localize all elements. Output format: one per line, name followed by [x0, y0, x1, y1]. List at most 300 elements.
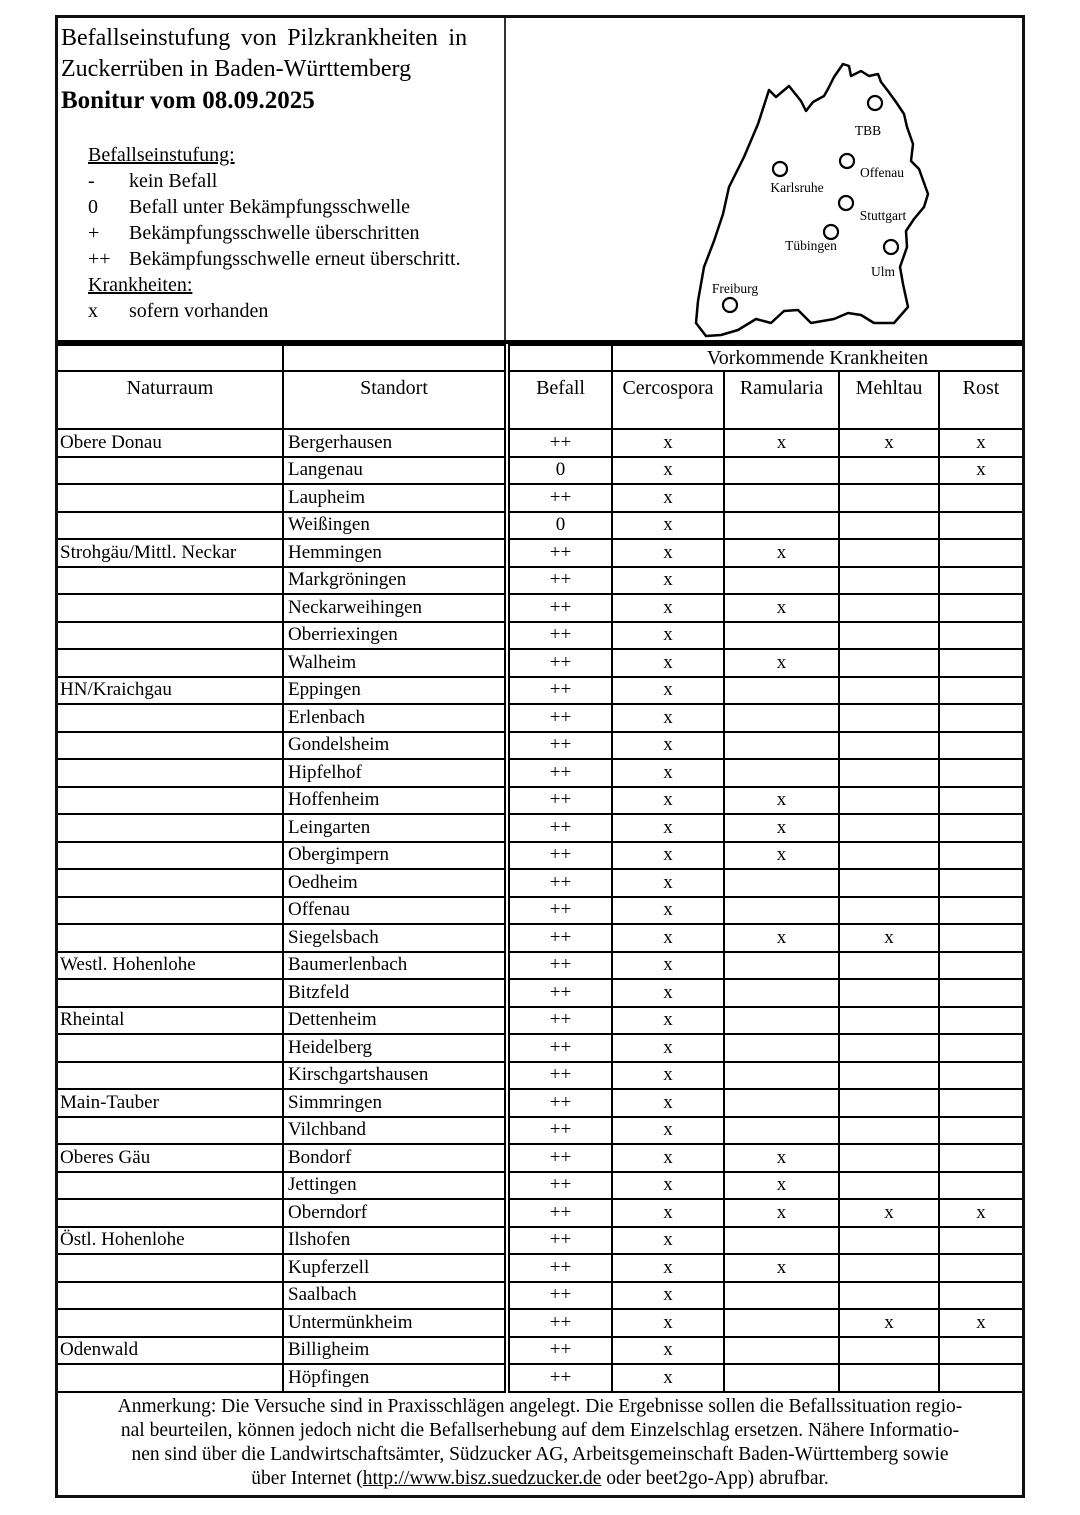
city-label-ulm: Ulm [870, 264, 896, 279]
befall-cell: ++ [507, 1227, 612, 1255]
naturraum-cell [58, 594, 283, 622]
ramularia-cell [724, 567, 839, 595]
naturraum-cell [58, 484, 283, 512]
ramularia-cell: x [724, 814, 839, 842]
naturraum-cell [58, 897, 283, 925]
table-row [58, 1282, 1022, 1310]
befall-cell: ++ [507, 952, 612, 980]
standort-cell: Eppingen [283, 677, 507, 705]
standort-cell: Bondorf [283, 1144, 507, 1172]
page-title-line-1: Befallseinstufung von Pilzkrankheiten in [61, 25, 468, 51]
befall-cell: 0 [507, 457, 612, 485]
table-row [58, 759, 1022, 787]
standort-cell: Oedheim [283, 869, 507, 897]
table-row [58, 429, 1022, 457]
table-row [58, 1337, 1022, 1365]
rost-cell [939, 1034, 1022, 1062]
mehltau-cell [839, 1282, 939, 1310]
ramularia-cell [724, 1034, 839, 1062]
rost-cell [939, 952, 1022, 980]
ramularia-cell [724, 732, 839, 760]
standort-cell: Hemmingen [283, 539, 507, 567]
naturraum-cell [58, 1172, 283, 1200]
legend-heading-krankheiten: Krankheiten: [88, 274, 193, 296]
naturraum-cell [58, 924, 283, 952]
ramularia-cell [724, 704, 839, 732]
cercospora-cell: x [612, 814, 724, 842]
standort-cell: Oberndorf [283, 1199, 507, 1227]
ramularia-cell [724, 1309, 839, 1337]
naturraum-cell [58, 649, 283, 677]
legend-item [88, 298, 504, 324]
cercospora-cell: x [612, 1034, 724, 1062]
legend-item-symbol: - [88, 170, 95, 192]
standort-cell: Dettenheim [283, 1007, 507, 1035]
rost-cell [939, 704, 1022, 732]
suedzucker-link[interactable]: http://www.bisz.suedzucker.de [362, 1467, 602, 1489]
table-row [58, 677, 1022, 705]
cercospora-cell: x [612, 622, 724, 650]
col-header-naturraum: Naturraum [58, 371, 283, 429]
footnote [58, 1393, 1022, 1495]
table-row [58, 924, 1022, 952]
befall-cell: ++ [507, 1034, 612, 1062]
cercospora-cell: x [612, 1144, 724, 1172]
befall-cell: ++ [507, 1117, 612, 1145]
rost-cell [939, 869, 1022, 897]
naturraum-cell [58, 869, 283, 897]
rost-cell [939, 924, 1022, 952]
naturraum-cell [58, 457, 283, 485]
table-row [58, 787, 1022, 815]
ramularia-cell [724, 1089, 839, 1117]
legend-item [88, 220, 504, 246]
standort-cell: Leingarten [283, 814, 507, 842]
mehltau-cell [839, 979, 939, 1007]
naturraum-cell: Östl. Hohenlohe [58, 1227, 283, 1255]
befall-cell: ++ [507, 842, 612, 870]
befall-cell: ++ [507, 594, 612, 622]
table-row [58, 1007, 1022, 1035]
diseases-group-header: Vorkommende Krankheiten [612, 345, 1022, 371]
map-panel [506, 18, 1022, 340]
cercospora-cell: x [612, 677, 724, 705]
col-header-standort: Standort [283, 371, 507, 429]
standort-cell: Bitzfeld [283, 979, 507, 1007]
standort-cell: Gondelsheim [283, 732, 507, 760]
mehltau-cell [839, 567, 939, 595]
col-header-cercospora: Cercospora [612, 371, 724, 429]
rost-cell [939, 677, 1022, 705]
city-dot-freiburg [723, 298, 737, 312]
table-row [58, 649, 1022, 677]
rost-cell [939, 567, 1022, 595]
rost-cell [939, 649, 1022, 677]
befall-cell: ++ [507, 1309, 612, 1337]
mehltau-cell [839, 1254, 939, 1282]
mehltau-cell: x [839, 1199, 939, 1227]
legend-item-symbol: x [88, 300, 98, 322]
col-header-ramularia: Ramularia [724, 371, 839, 429]
standort-cell: Ilshofen [283, 1227, 507, 1255]
standort-cell: Obergimpern [283, 842, 507, 870]
legend [88, 142, 504, 324]
table-row [58, 1034, 1022, 1062]
note-line-4 [64, 1467, 1016, 1491]
table-row [58, 539, 1022, 567]
mehltau-cell [839, 1007, 939, 1035]
mehltau-cell [839, 677, 939, 705]
mehltau-cell [839, 1062, 939, 1090]
table-row [58, 457, 1022, 485]
rost-cell [939, 1364, 1022, 1392]
ramularia-cell [724, 979, 839, 1007]
legend-item-symbol: ++ [88, 248, 111, 270]
cercospora-cell: x [612, 1282, 724, 1310]
page-title-line-2: Zuckerrüben in Baden-Württemberg [61, 56, 412, 82]
standort-cell: Langenau [283, 457, 507, 485]
naturraum-cell [58, 732, 283, 760]
standort-cell: Heidelberg [283, 1034, 507, 1062]
city-dot-ulm [884, 240, 898, 254]
cercospora-cell: x [612, 979, 724, 1007]
mehltau-cell [839, 1144, 939, 1172]
befall-cell: ++ [507, 429, 612, 457]
table-body [58, 429, 1022, 1392]
cercospora-cell: x [612, 704, 724, 732]
cercospora-cell: x [612, 1254, 724, 1282]
naturraum-cell [58, 1364, 283, 1392]
cercospora-cell: x [612, 732, 724, 760]
rost-cell [939, 1144, 1022, 1172]
note-line-1: Anmerkung: Die Versuche sind in Praxisschlägen angelegt. Die Ergebnisse sollen die Befallssituation regio- [117, 1395, 963, 1417]
rost-cell [939, 842, 1022, 870]
cercospora-cell: x [612, 759, 724, 787]
col-header-rost: Rost [939, 371, 1022, 429]
table-row [58, 842, 1022, 870]
befall-cell: ++ [507, 484, 612, 512]
table-row [58, 1364, 1022, 1392]
naturraum-cell [58, 1062, 283, 1090]
rost-cell: x [939, 1199, 1022, 1227]
note-line-2: nal beurteilen, können jedoch nicht die Befallserhebung auf dem Einzelschlag ersetzen. Nähere Informatio- [120, 1419, 960, 1441]
befall-cell: ++ [507, 897, 612, 925]
rost-cell [939, 1089, 1022, 1117]
cercospora-cell: x [612, 1337, 724, 1365]
ramularia-cell [724, 1282, 839, 1310]
befall-cell: ++ [507, 1337, 612, 1365]
table-row [58, 512, 1022, 540]
ramularia-cell [724, 897, 839, 925]
mehltau-cell [839, 787, 939, 815]
cercospora-cell: x [612, 484, 724, 512]
standort-cell: Bergerhausen [283, 429, 507, 457]
cercospora-cell: x [612, 1309, 724, 1337]
mehltau-cell [839, 457, 939, 485]
mehltau-cell [839, 484, 939, 512]
ramularia-cell [724, 952, 839, 980]
standort-cell: Jettingen [283, 1172, 507, 1200]
city-dot-karlsruhe [773, 162, 787, 176]
legend-krankheiten-items [88, 298, 504, 324]
standort-cell: Markgröningen [283, 567, 507, 595]
naturraum-cell [58, 704, 283, 732]
ramularia-cell: x [724, 594, 839, 622]
ramularia-cell [724, 1364, 839, 1392]
rost-cell [939, 622, 1022, 650]
ramularia-cell [724, 484, 839, 512]
legend-item [88, 168, 504, 194]
naturraum-cell [58, 759, 283, 787]
mehltau-cell [839, 952, 939, 980]
naturraum-cell [58, 1034, 283, 1062]
standort-cell: Laupheim [283, 484, 507, 512]
naturraum-cell: HN/Kraichgau [58, 677, 283, 705]
table-row [58, 869, 1022, 897]
rost-cell [939, 1062, 1022, 1090]
befall-cell: ++ [507, 1144, 612, 1172]
mehltau-cell [839, 622, 939, 650]
standort-cell: Hipfelhof [283, 759, 507, 787]
cercospora-cell: x [612, 457, 724, 485]
mehltau-cell [839, 1172, 939, 1200]
ramularia-cell: x [724, 1199, 839, 1227]
table-row [58, 704, 1022, 732]
note-line-4-prefix: über Internet ( [251, 1467, 363, 1489]
table-row [58, 897, 1022, 925]
ramularia-cell [724, 759, 839, 787]
befall-cell: ++ [507, 1062, 612, 1090]
cercospora-cell: x [612, 952, 724, 980]
cercospora-cell: x [612, 1062, 724, 1090]
legend-befall-items [88, 168, 504, 272]
cercospora-cell: x [612, 1172, 724, 1200]
mehltau-cell [839, 814, 939, 842]
table-row [58, 594, 1022, 622]
naturraum-cell [58, 1117, 283, 1145]
document-frame [55, 15, 1025, 1498]
mehltau-cell [839, 594, 939, 622]
rost-cell [939, 732, 1022, 760]
table-row [58, 1254, 1022, 1282]
naturraum-cell [58, 979, 283, 1007]
table-row [58, 1089, 1022, 1117]
page-title-date: Bonitur vom 08.09.2025 [61, 87, 315, 114]
standort-cell: Neckarweihingen [283, 594, 507, 622]
rost-cell [939, 787, 1022, 815]
table-row [58, 1199, 1022, 1227]
col-header-mehltau: Mehltau [839, 371, 939, 429]
standort-cell: Erlenbach [283, 704, 507, 732]
standort-cell: Saalbach [283, 1282, 507, 1310]
mehltau-cell [839, 512, 939, 540]
standort-cell: Oberriexingen [283, 622, 507, 650]
mehltau-cell [839, 704, 939, 732]
befall-cell: ++ [507, 814, 612, 842]
rost-cell: x [939, 429, 1022, 457]
empty-header-cell [283, 345, 507, 371]
note-line-3: nen sind über die Landwirtschaftsämter, Südzucker AG, Arbeitsgemeinschaft Baden-Württemberg sowie [131, 1443, 949, 1465]
naturraum-cell: Odenwald [58, 1337, 283, 1365]
cercospora-cell: x [612, 1227, 724, 1255]
befall-cell: ++ [507, 704, 612, 732]
city-dot-tbb [868, 96, 882, 110]
legend-item-label: Befall unter Bekämpfungsschwelle [129, 196, 411, 218]
naturraum-cell: Rheintal [58, 1007, 283, 1035]
standort-cell: Offenau [283, 897, 507, 925]
naturraum-cell: Obere Donau [58, 429, 283, 457]
cercospora-cell: x [612, 649, 724, 677]
mehltau-cell [839, 759, 939, 787]
rost-cell [939, 1172, 1022, 1200]
standort-cell: Vilchband [283, 1117, 507, 1145]
table-row [58, 979, 1022, 1007]
befall-cell: 0 [507, 512, 612, 540]
table-row [58, 1227, 1022, 1255]
naturraum-cell [58, 1199, 283, 1227]
legend-item [88, 194, 504, 220]
befall-cell: ++ [507, 539, 612, 567]
cercospora-cell: x [612, 1199, 724, 1227]
table-row [58, 1144, 1022, 1172]
naturraum-cell [58, 1309, 283, 1337]
ramularia-cell [724, 512, 839, 540]
cercospora-cell: x [612, 594, 724, 622]
standort-cell: Kupferzell [283, 1254, 507, 1282]
standort-cell: Hoffenheim [283, 787, 507, 815]
standort-cell: Siegelsbach [283, 924, 507, 952]
cercospora-cell: x [612, 429, 724, 457]
mehltau-cell [839, 1227, 939, 1255]
befall-cell: ++ [507, 759, 612, 787]
befall-cell: ++ [507, 567, 612, 595]
naturraum-cell [58, 512, 283, 540]
report-table [58, 344, 1022, 1393]
rost-cell [939, 594, 1022, 622]
cercospora-cell: x [612, 539, 724, 567]
legend-item-label: Bekämpfungsschwelle überschritten [129, 222, 420, 244]
naturraum-cell [58, 622, 283, 650]
ramularia-cell: x [724, 429, 839, 457]
mehltau-cell [839, 1117, 939, 1145]
standort-cell: Baumerlenbach [283, 952, 507, 980]
legend-item [88, 246, 504, 272]
table-row [58, 814, 1022, 842]
table-row [58, 1117, 1022, 1145]
legend-item-label: Bekämpfungsschwelle erneut überschritt. [129, 248, 461, 270]
ramularia-cell: x [724, 1144, 839, 1172]
befall-cell: ++ [507, 1172, 612, 1200]
rost-cell [939, 979, 1022, 1007]
rost-cell [939, 1282, 1022, 1310]
cercospora-cell: x [612, 512, 724, 540]
mehltau-cell [839, 842, 939, 870]
rost-cell: x [939, 1309, 1022, 1337]
city-dot-stuttgart [839, 196, 853, 210]
naturraum-cell [58, 1254, 283, 1282]
ramularia-cell [724, 1062, 839, 1090]
cercospora-cell: x [612, 567, 724, 595]
naturraum-cell [58, 1282, 283, 1310]
befall-cell: ++ [507, 677, 612, 705]
cercospora-cell: x [612, 924, 724, 952]
naturraum-cell: Main-Tauber [58, 1089, 283, 1117]
col-header-befall: Befall [507, 371, 612, 429]
mehltau-cell: x [839, 1309, 939, 1337]
table-row [58, 1309, 1022, 1337]
mehltau-cell: x [839, 924, 939, 952]
befall-cell: ++ [507, 979, 612, 1007]
cercospora-cell: x [612, 1364, 724, 1392]
standort-cell: Höpfingen [283, 1364, 507, 1392]
naturraum-cell: Westl. Hohenlohe [58, 952, 283, 980]
empty-header-cell [58, 345, 283, 371]
rost-cell [939, 814, 1022, 842]
mehltau-cell [839, 869, 939, 897]
legend-heading-befall: Befallseinstufung: [88, 144, 235, 166]
city-label-karlsruhe: Karlsruhe [770, 180, 824, 195]
ramularia-cell [724, 622, 839, 650]
naturraum-cell: Strohgäu/Mittl. Neckar [58, 539, 283, 567]
mehltau-cell [839, 1364, 939, 1392]
cercospora-cell: x [612, 842, 724, 870]
ramularia-cell: x [724, 1172, 839, 1200]
rost-cell [939, 897, 1022, 925]
rost-cell [939, 539, 1022, 567]
befall-cell: ++ [507, 622, 612, 650]
ramularia-cell [724, 1007, 839, 1035]
ramularia-cell [724, 869, 839, 897]
table-row [58, 622, 1022, 650]
rost-cell [939, 1254, 1022, 1282]
legend-item-label: sofern vorhanden [129, 300, 269, 322]
naturraum-cell: Oberes Gäu [58, 1144, 283, 1172]
city-label-tbb: TBB [854, 123, 882, 138]
header-section [58, 18, 1022, 344]
cercospora-cell: x [612, 787, 724, 815]
table-group-header-row [58, 345, 1022, 371]
empty-header-cell [507, 345, 612, 371]
city-label-tuebingen: Tübingen [785, 238, 837, 253]
ramularia-cell [724, 1337, 839, 1365]
befall-cell: ++ [507, 1089, 612, 1117]
mehltau-cell [839, 539, 939, 567]
befall-cell: ++ [507, 1007, 612, 1035]
befall-cell: ++ [507, 787, 612, 815]
befall-cell: ++ [507, 649, 612, 677]
city-dot-tuebingen [824, 225, 838, 239]
ramularia-cell: x [724, 649, 839, 677]
naturraum-cell [58, 814, 283, 842]
standort-cell: Billigheim [283, 1337, 507, 1365]
legend-item-symbol: 0 [88, 196, 98, 218]
ramularia-cell [724, 457, 839, 485]
rost-cell [939, 512, 1022, 540]
standort-cell: Walheim [283, 649, 507, 677]
rost-cell [939, 759, 1022, 787]
table-row [58, 952, 1022, 980]
city-label-offenau: Offenau [860, 165, 904, 180]
cercospora-cell: x [612, 1007, 724, 1035]
rost-cell [939, 484, 1022, 512]
rost-cell [939, 1337, 1022, 1365]
legend-item-label: kein Befall [129, 170, 218, 192]
befall-cell: ++ [507, 1282, 612, 1310]
table-row [58, 484, 1022, 512]
standort-cell: Kirschgartshausen [283, 1062, 507, 1090]
mehltau-cell [839, 1089, 939, 1117]
rost-cell [939, 1007, 1022, 1035]
